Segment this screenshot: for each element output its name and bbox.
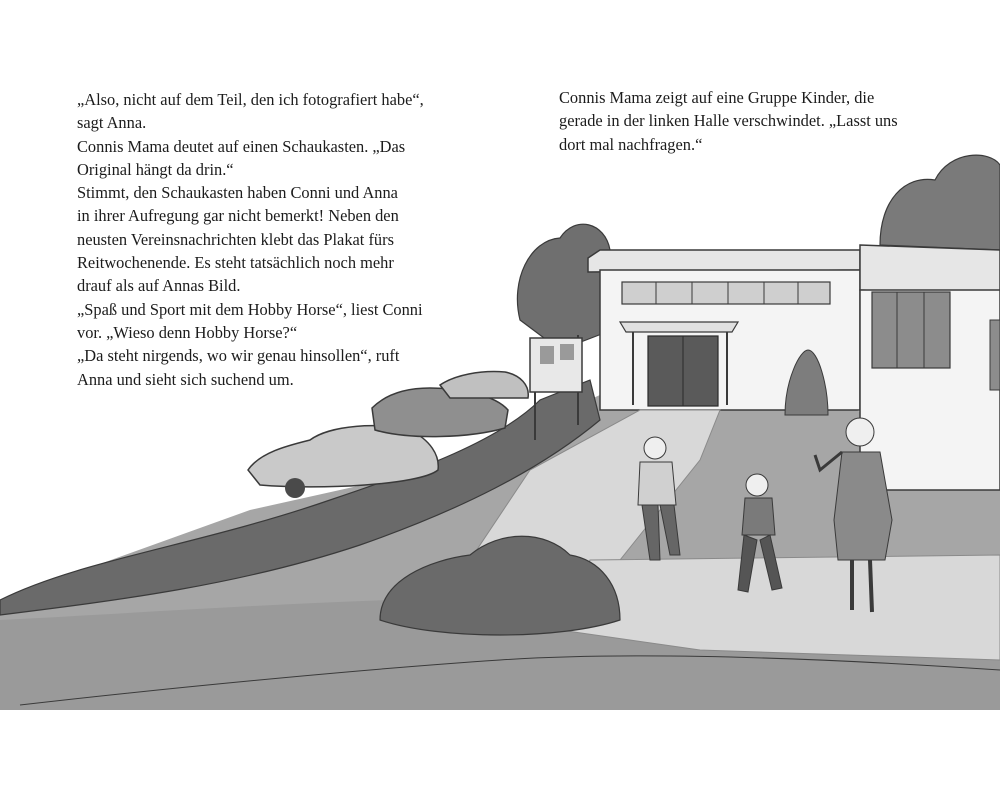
text-line: Anna und sieht sich suchend um. bbox=[77, 369, 294, 389]
text-line: sagt Anna. bbox=[77, 113, 147, 133]
text-line: dort mal nachfragen.“ bbox=[559, 134, 703, 154]
text-line: Original hängt da drin.“ bbox=[77, 159, 234, 179]
text-line: Connis Mama deutet auf einen Schaukasten. „Das bbox=[77, 136, 406, 156]
text-line: Reitwochenende. Es steht tatsächlich noch mehr bbox=[77, 253, 394, 273]
riding-hall-illustration bbox=[0, 150, 1000, 715]
tree-left bbox=[517, 224, 612, 350]
text-line: „Da steht nirgends, wo wir genau hinsollen“, ruft bbox=[77, 346, 400, 366]
building-right-wing bbox=[860, 245, 1000, 490]
tree-right bbox=[880, 155, 1000, 250]
text-line: in ihrer Aufregung gar nicht bemerkt! Neben den bbox=[77, 206, 399, 226]
car-back bbox=[440, 372, 528, 398]
text-line: gerade in der linken Halle verschwindet. „Lasst uns bbox=[559, 111, 898, 131]
text-line: drauf als auf Annas Bild. bbox=[77, 276, 241, 296]
text-line: Stimmt, den Schaukasten haben Conni und Anna bbox=[77, 183, 398, 203]
text-line: Connis Mama zeigt auf eine Gruppe Kinder, die bbox=[559, 88, 875, 107]
right-text-column bbox=[559, 86, 898, 156]
text-line: neusten Vereinsnachrichten klebt das Plakat fürs bbox=[77, 229, 394, 249]
text-line: „Spaß und Sport mit dem Hobby Horse“, liest Conni bbox=[77, 299, 423, 319]
text-line: „Also, nicht auf dem Teil, den ich fotografiert habe“, bbox=[77, 90, 424, 109]
text-line: vor. „Wieso denn Hobby Horse?“ bbox=[77, 322, 298, 342]
